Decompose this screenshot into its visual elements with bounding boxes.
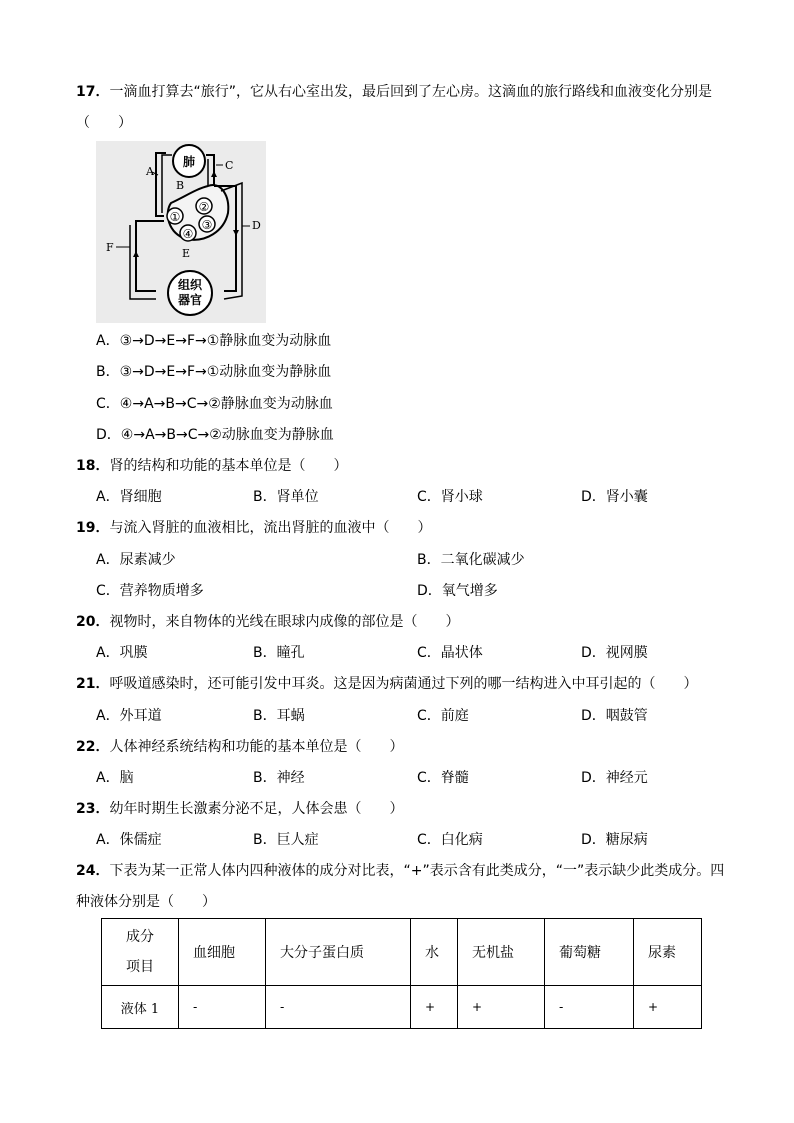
q21-option-c[interactable]: C．前庭	[417, 708, 469, 724]
table-row	[102, 986, 702, 1029]
label-E: E	[182, 247, 191, 260]
question-number: 22．	[76, 739, 110, 755]
q18-option-b[interactable]: B．肾单位	[253, 489, 319, 505]
q23-option-c[interactable]: C．白化病	[417, 832, 483, 848]
question-text: 一滴血打算去“旅行”，它从右心室出发，最后回到了左心房。这滴血的旅行路线和血液变化分别是	[109, 84, 712, 100]
question-text: 幼年时期生长激素分泌不足，人体会患（ ）	[109, 801, 404, 817]
option-letter: B．	[96, 364, 120, 380]
circulation-diagram	[96, 141, 266, 323]
q20-option-a[interactable]: A．巩膜	[96, 645, 148, 661]
q20-option-c[interactable]: C．晶状体	[417, 645, 483, 661]
q20-option-b[interactable]: B．瞳孔	[253, 645, 305, 661]
label-A: A	[146, 165, 154, 178]
q18-option-d[interactable]: D．肾小囊	[581, 489, 648, 505]
table-cell: +	[411, 986, 458, 1029]
question-text: 肾的结构和功能的基本单位是（ ）	[109, 458, 348, 474]
question-number: 19．	[76, 520, 110, 536]
option-text: ④→A→B→C→②静脉血变为动脉血	[119, 396, 333, 412]
lung-label: 肺	[182, 155, 196, 169]
option-text: ④→A→B→C→②动脉血变为静脉血	[120, 427, 334, 443]
question-number: 23．	[76, 801, 110, 817]
q21-option-d[interactable]: D．咽鼓管	[581, 708, 648, 724]
table-corner-cell	[102, 919, 179, 986]
table-cell: +	[634, 986, 702, 1029]
table-cell: -	[545, 986, 634, 1029]
table-row-label: 液体 1	[102, 986, 179, 1029]
q22-option-d[interactable]: D．神经元	[581, 770, 648, 786]
option-letter: A．	[96, 333, 120, 349]
q18-option-c[interactable]: C．肾小球	[417, 489, 483, 505]
question-number: 17．	[76, 84, 110, 100]
question-number: 20．	[76, 614, 110, 630]
q19-option-d[interactable]: D．氧气增多	[417, 583, 498, 599]
tissue-label-2: 器官	[177, 293, 203, 307]
option-letter: C．	[96, 396, 120, 412]
corner-bottom-label: 项目	[126, 959, 154, 975]
question-17-stem	[76, 83, 712, 101]
circulation-diagram-svg	[96, 141, 266, 323]
question-24-stem	[76, 862, 724, 880]
option-letter: D．	[96, 427, 121, 443]
q21-option-a[interactable]: A．外耳道	[96, 708, 162, 724]
label-D: D	[252, 219, 261, 232]
question-text: 与流入肾脏的血液相比，流出肾脏的血液中（ ）	[109, 520, 432, 536]
table-cell: +	[458, 986, 545, 1029]
question-22-stem	[76, 738, 403, 756]
question-text: 视物时，来自物体的光线在眼球内成像的部位是（ ）	[109, 614, 460, 630]
q19-option-c[interactable]: C．营养物质增多	[96, 583, 204, 599]
q20-option-d[interactable]: D．视网膜	[581, 645, 648, 661]
question-20-stem	[76, 613, 459, 631]
q22-option-b[interactable]: B．神经	[253, 770, 305, 786]
question-text: 呼吸道感染时，还可能引发中耳炎。这是因为病菌通过下列的哪一结构进入中耳引起的（ ）	[109, 676, 698, 692]
table-header-cell: 血细胞	[179, 919, 266, 986]
question-text: 下表为某一正常人体内四种液体的成分对比表，“+”表示含有此类成分，“一”表示缺少此类成分。四	[109, 863, 725, 879]
question-21-stem	[76, 675, 697, 693]
chamber-4-label: ④	[182, 227, 194, 241]
question-number: 21．	[76, 676, 110, 692]
chamber-1-label: ①	[169, 210, 181, 224]
q17-option-b[interactable]	[96, 363, 331, 381]
fluid-composition-table	[101, 918, 702, 1029]
table-header-cell: 无机盐	[458, 919, 545, 986]
question-18-stem	[76, 457, 347, 475]
label-C: C	[225, 159, 234, 172]
chamber-3-label: ③	[201, 218, 213, 232]
corner-top-label: 成分	[126, 929, 154, 945]
table-header-cell: 大分子蛋白质	[266, 919, 411, 986]
q21-option-b[interactable]: B．耳蜗	[253, 708, 305, 724]
question-text: 人体神经系统结构和功能的基本单位是（ ）	[109, 739, 404, 755]
table-cell: -	[179, 986, 266, 1029]
tissue-label-1: 组织	[177, 278, 203, 292]
label-B: B	[176, 179, 185, 192]
option-text: ③→D→E→F→①动脉血变为静脉血	[119, 364, 332, 380]
q19-option-a[interactable]: A．尿素减少	[96, 552, 176, 568]
question-23-stem	[76, 800, 403, 818]
chamber-2-label: ②	[198, 200, 210, 214]
q19-option-b[interactable]: B．二氧化碳减少	[417, 552, 525, 568]
q17-option-c[interactable]	[96, 395, 333, 413]
table-header-cell: 葡萄糖	[545, 919, 634, 986]
label-F: F	[106, 241, 114, 254]
q23-option-b[interactable]: B．巨人症	[253, 832, 319, 848]
option-text: ③→D→E→F→①静脉血变为动脉血	[119, 333, 332, 349]
question-24-stem-cont: 种液体分别是（ ）	[76, 894, 216, 910]
q22-option-a[interactable]: A．脑	[96, 770, 134, 786]
table-cell: -	[266, 986, 411, 1029]
table-header-row	[102, 919, 702, 986]
q18-option-a[interactable]: A．肾细胞	[96, 489, 162, 505]
q22-option-c[interactable]: C．脊髓	[417, 770, 469, 786]
question-17-paren: （ ）	[76, 115, 132, 131]
table-header-cell: 尿素	[634, 919, 702, 986]
question-number: 24．	[76, 863, 110, 879]
question-number: 18．	[76, 458, 110, 474]
q23-option-a[interactable]: A．侏儒症	[96, 832, 162, 848]
question-19-stem	[76, 519, 431, 537]
table-header-cell: 水	[411, 919, 458, 986]
q23-option-d[interactable]: D．糖尿病	[581, 832, 648, 848]
q17-option-d[interactable]	[96, 426, 334, 444]
q17-option-a[interactable]	[96, 332, 331, 350]
